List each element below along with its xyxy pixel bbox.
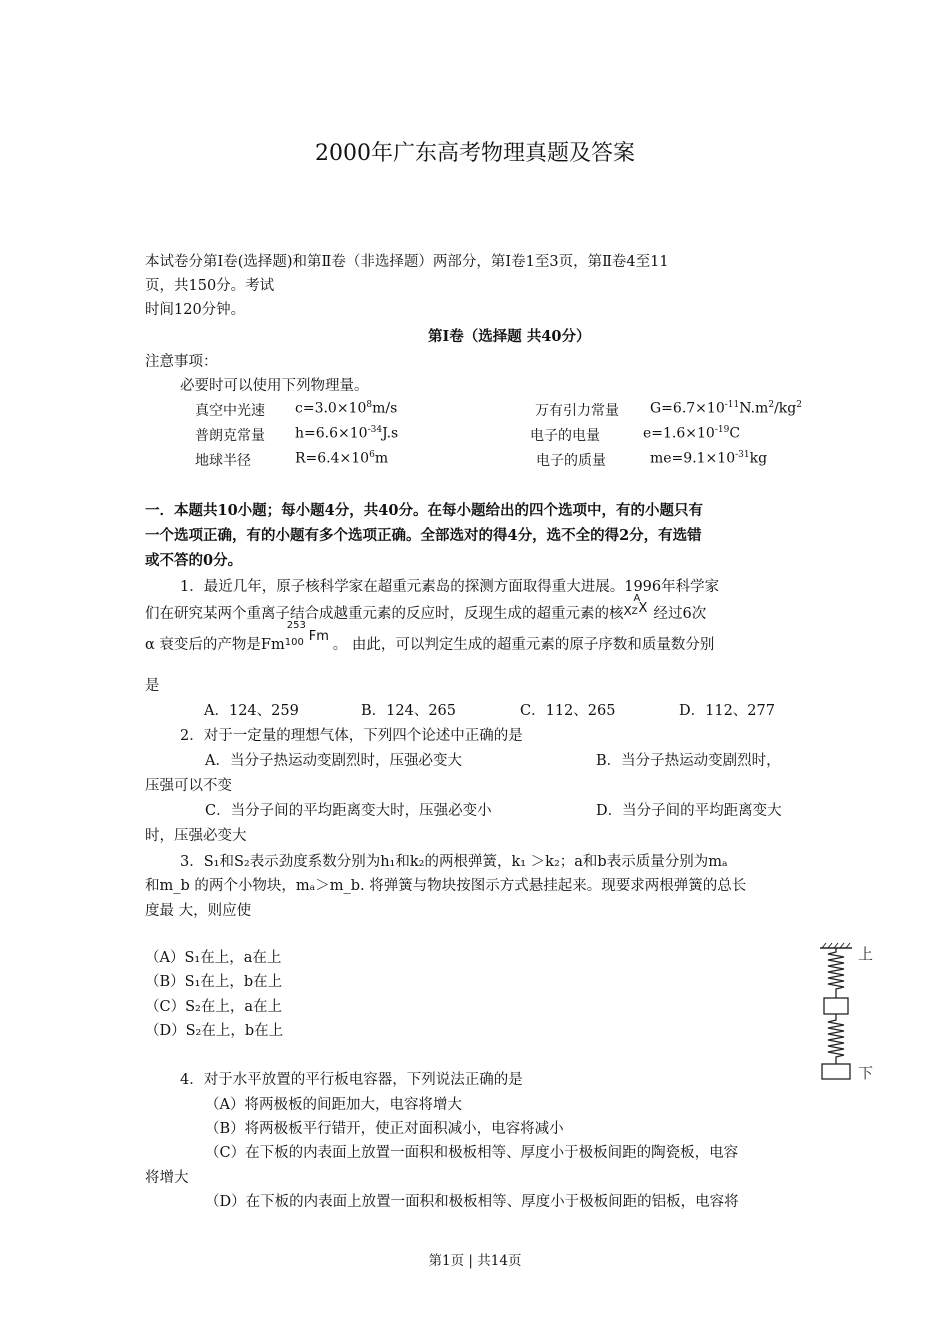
page-footer: 第1页 | 共14页 <box>428 1253 522 1269</box>
q3-option-d: （D）S₂在上，b在上 <box>145 1023 284 1039</box>
intro-line-2: 页，共150分。考试 <box>145 278 275 294</box>
q2-option-b: B．当分子热运动变剧烈时， <box>596 753 781 769</box>
q1-line-4: 是 <box>145 678 160 694</box>
section-heading: 第Ⅰ卷（选择题 共40分） <box>428 328 591 345</box>
const-me-label: 电子的质量 <box>536 453 606 469</box>
const-h-label: 普朗克常量 <box>195 428 265 444</box>
const-me-value: $me=9.1\times 10^{-31}kg$ <box>650 450 768 467</box>
q1-option-a: A．124、259 <box>204 703 299 719</box>
spring-diagram <box>812 940 882 1085</box>
const-c-value: $c=3.0\times 10^8m/s$ <box>295 400 398 417</box>
q2-option-a: A．当分子热运动变剧烈时，压强必变大 <box>205 753 462 769</box>
diagram-label-top: 上 <box>858 945 874 963</box>
q3-line-1: 3．S₁和S₂表示劲度系数分别为h₁和k₂的两根弹簧，k₁ ＞k₂；a和b表示质量分别为mₐ <box>180 854 728 870</box>
q1-line-3: α 衰变后的产物是Fm 253 100 Fm 。 由此，可以判定生成的超重元素的原子序数和质量数分别 <box>145 620 715 653</box>
q2-option-d: D．当分子间的平均距离变大 <box>596 803 782 819</box>
const-e-value: $e=1.6\times 10^{-19}C$ <box>643 425 741 442</box>
intro-line-1: 本试卷分第Ⅰ卷(选择题)和第Ⅱ卷（非选择题）两部分，第Ⅰ卷1至3页，第Ⅱ卷4至11 <box>145 254 669 270</box>
part1-line-3: 或不答的0分。 <box>145 552 243 569</box>
q1-option-c: C．112、265 <box>520 703 616 719</box>
q1-option-b: B．124、265 <box>361 703 457 719</box>
const-h-value: $h=6.6\times 10^{-34}J.s$ <box>295 425 399 442</box>
diagram-label-bottom: 下 <box>858 1064 874 1082</box>
const-G-label: 万有引力常量 <box>535 403 619 419</box>
q2-option-c: C．当分子间的平均距离变大时，压强必变小 <box>205 803 492 819</box>
q4-option-b: （B）将两极板平行错开，使正对面积减小，电容将减小 <box>205 1121 564 1137</box>
notes-line: 必要时可以使用下列物理量。 <box>180 378 369 394</box>
q1-option-d: D．112、277 <box>679 703 775 719</box>
q3-option-b: （B）S₁在上，b在上 <box>145 974 283 990</box>
q3-option-a: （A）S₁在上，a在上 <box>145 950 282 966</box>
upper-block <box>824 998 848 1014</box>
intro-line-3: 时间120分钟。 <box>145 302 246 318</box>
q4-stem: 4．对于水平放置的平行板电容器，下列说法正确的是 <box>180 1072 523 1088</box>
q2-option-d-cont: 时，压强必变大 <box>145 828 247 844</box>
q4-option-a: （A）将两极板的间距加大，电容将增大 <box>205 1097 462 1113</box>
const-G-value: $G=6.7\times 10^{-11}N.m^2/kg^2$ <box>650 400 802 417</box>
spring-diagram-svg <box>812 940 882 1085</box>
q4-option-d: （D）在下板的内表面上放置一面积和极板相等、厚度小于极板间距的铝板，电容将 <box>205 1194 739 1210</box>
q4-option-c-cont: 将增大 <box>145 1170 189 1186</box>
const-e-label: 电子的电量 <box>530 428 600 444</box>
page-title: 2000年广东高考物理真题及答案 <box>315 141 635 166</box>
const-c-label: 真空中光速 <box>195 403 265 419</box>
part1-line-1: 一．本题共10小题；每小题4分，共40分。在每小题给出的四个选项中，有的小题只有 <box>145 502 703 519</box>
q2-stem: 2．对于一定量的理想气体，下列四个论述中正确的是 <box>180 728 523 744</box>
const-R-value: $R=6.4\times 10^6m$ <box>295 450 389 467</box>
q3-line-3: 度最 大，则应使 <box>145 903 252 919</box>
q4-option-c: （C）在下板的内表面上放置一面积和极板相等、厚度小于极板间距的陶瓷板，电容 <box>205 1145 739 1161</box>
q3-line-2: 和m_b 的两个小物块，mₐ＞m_b. 将弹簧与物块按图示方式悬挂起来。现要求两根弹簧的总长 <box>145 878 747 894</box>
lower-block <box>822 1064 850 1079</box>
q1-line-2: 们在研究某两个重离子结合成越重元素的反应时，反现生成的超重元素的核 A X Z X 经过6次 <box>145 593 707 622</box>
part1-line-2: 一个选项正确，有的小题有多个选项正确。全部选对的得4分，选不全的得2分，有选错 <box>145 527 702 544</box>
q1-line-1: 1．最近几年，原子核科学家在超重元素岛的探测方面取得重大进展。1996年科学家 <box>180 579 720 595</box>
lower-spring <box>828 1014 844 1064</box>
upper-spring <box>828 948 844 998</box>
q2-option-b-cont: 压强可以不变 <box>145 778 232 794</box>
notes-heading: 注意事项： <box>145 354 218 370</box>
q3-option-c: （C）S₂在上，a在上 <box>145 999 282 1015</box>
const-R-label: 地球半径 <box>195 453 251 469</box>
